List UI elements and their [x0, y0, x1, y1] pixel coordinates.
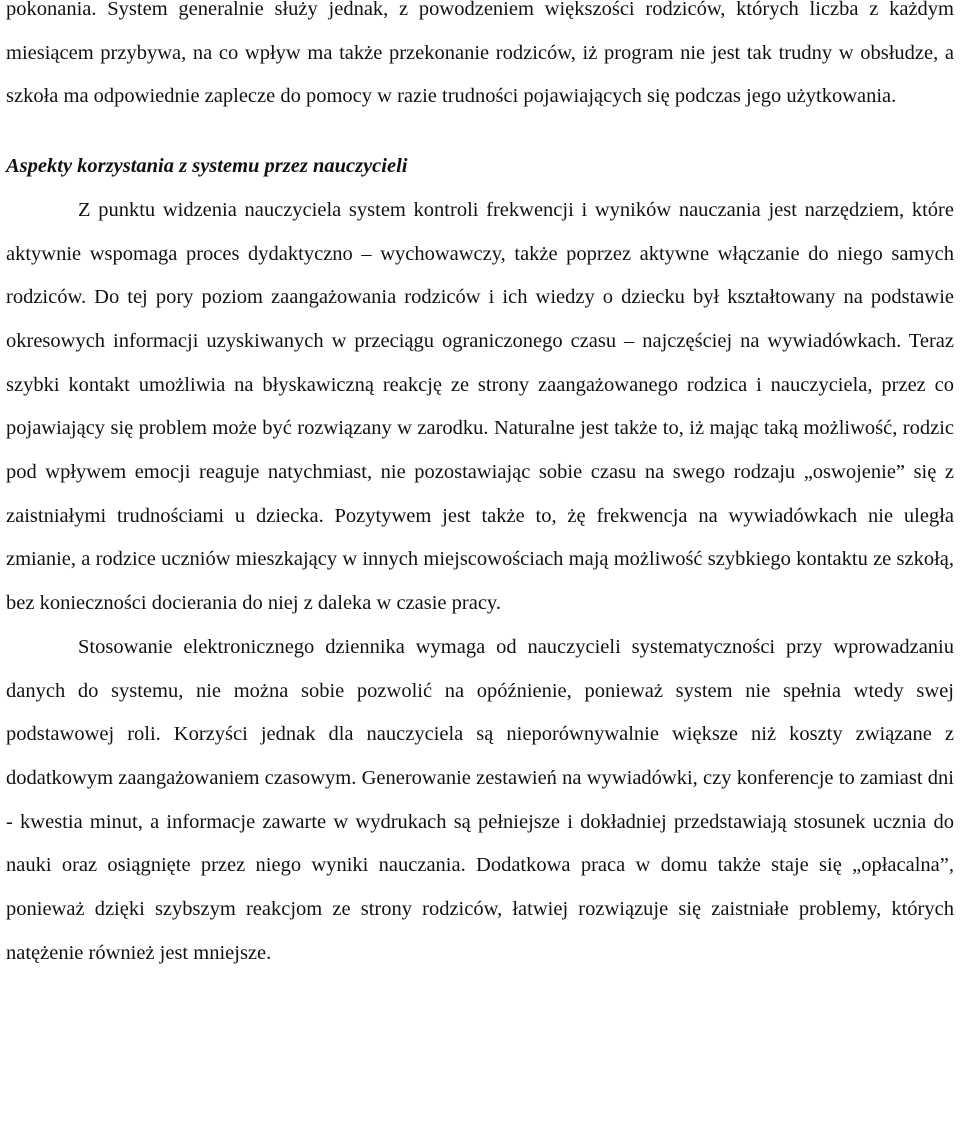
paragraph-gap	[6, 119, 954, 145]
body-paragraph-2: Stosowanie elektronicznego dziennika wymaga od nauczycieli systematyczności przy wprowadzaniu danych do systemu, nie można sobie pozwolić na opóźnienie, ponieważ system nie spełnia wtedy swej podstawowej roli. Korzyści jednak dla nauczyciela są nieporównywalnie większe niż koszty związane z dodatkowym zaangażowaniem czasowym. Generowanie zestawień na wywiadówki, czy konferencje to zamiast dni - kwestia minut, a informacje zawarte w wydrukach są pełniejsze i dokładniej przedstawiają stosunek ucznia do nauki oraz osiągnięte przez niego wyniki nauczania. Dodatkowa praca w domu także staje się „opłacalna”, ponieważ dzięki szybszym reakcjom ze strony rodziców, łatwiej rozwiązuje się zaistniałe problemy, których natężenie również jest mniejsze.	[6, 635, 954, 964]
section-heading: Aspekty korzystania z systemu przez nauczycieli	[6, 155, 408, 178]
intro-paragraph: pokonania. System generalnie służy jednak, z powodzeniem większości rodziców, których liczba z każdym miesiącem przybywa, na co wpływ ma także przekonanie rodziców, iż program nie jest tak trudny w obsłudze, a szkoła ma odpowiednie zaplecze do pomocy w razie trudności pojawiających się podczas jego użytkowania.	[6, 0, 954, 108]
document-page	[6, 0, 954, 975]
body-paragraph-1: Z punktu widzenia nauczyciela system kontroli frekwencji i wyników nauczania jest narzędziem, które aktywnie wspomaga proces dydaktyczno – wychowawczy, także poprzez aktywne włączanie do niego samych rodziców. Do tej pory poziom zaangażowania rodziców i ich wiedzy o dziecku był kształtowany na podstawie okresowych informacji uzyskiwanych w przeciągu ograniczonego czasu – najczęściej na wywiadówkach. Teraz szybki kontakt umożliwia na błyskawiczną reakcję ze strony zaangażowanego rodzica i nauczyciela, przez co pojawiający się problem może być rozwiązany w zarodku. Naturalne jest także to, iż mając taką możliwość, rodzic pod wpływem emocji reaguje natychmiast, nie pozostawiając sobie czasu na swego rodzaju „oswojenie” się z zaistniałymi trudnościami u dziecka. Pozytywem jest także to, żę frekwencja na wywiadówkach nie uległa zmianie, a rodzice uczniów mieszkający w innych miejscowościach mają możliwość szybkiego kontaktu ze szkołą, bez konieczności docierania do niej z daleka w czasie pracy.	[6, 198, 954, 615]
